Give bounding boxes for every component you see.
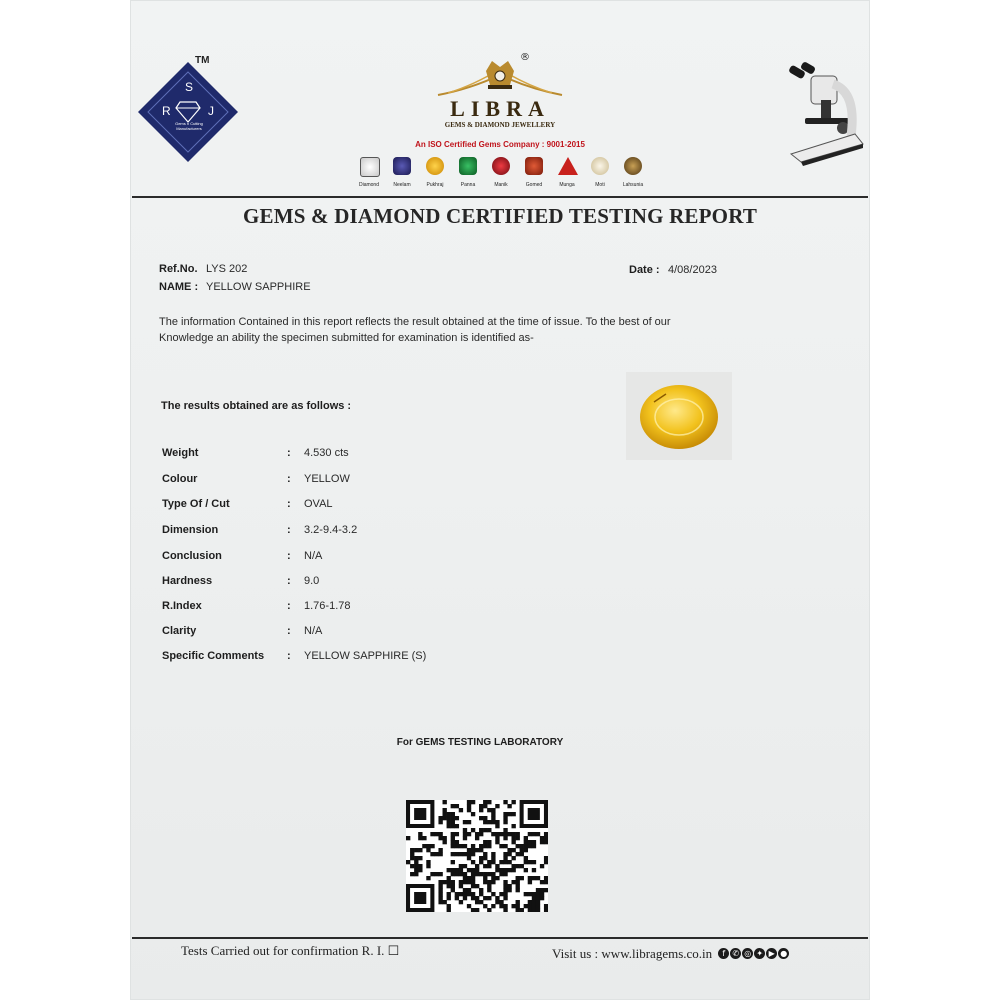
srj-logo (136, 60, 240, 164)
field-label: Conclusion (162, 550, 222, 562)
intro-line-1: The information Contained in this report reflects the result obtained at the time of issue. To the best of our (159, 316, 671, 328)
field-row-clarity (162, 625, 582, 643)
srj-trademark: TM (195, 55, 210, 66)
lahsunia-gem-icon (624, 157, 642, 175)
gem-name-manik: Manik (494, 182, 508, 188)
youtube-icon[interactable]: ▶ (766, 948, 777, 959)
libra-crest-icon (430, 55, 570, 99)
field-label: Dimension (162, 524, 219, 536)
field-label: Specific Comments (162, 650, 265, 662)
date-value: 4/08/2023 (668, 264, 717, 276)
field-separator: : (287, 625, 291, 637)
gomed-gem-icon (525, 157, 543, 175)
field-value: YELLOW (304, 473, 350, 485)
field-row-cut (162, 498, 582, 516)
field-separator: : (287, 473, 291, 485)
field-label: Hardness (162, 575, 213, 587)
field-value: N/A (304, 625, 323, 637)
field-row-colour (162, 473, 582, 491)
gem-name-panna: Panna (460, 182, 476, 188)
srj-letter-j: J (208, 104, 214, 118)
field-row-hardness (162, 575, 582, 593)
field-label: R.Index (162, 600, 202, 612)
field-value: 9.0 (304, 575, 320, 587)
field-separator: : (287, 650, 291, 662)
ref-value: LYS 202 (206, 263, 248, 275)
field-separator: : (287, 600, 291, 612)
srj-letter-r: R (162, 104, 171, 118)
footer-website-wrap (552, 943, 789, 962)
field-label: Clarity (162, 625, 197, 637)
field-value: 4.530 cts (304, 447, 349, 459)
gem-photo (626, 372, 732, 460)
pukhraj-gem-icon (426, 157, 444, 175)
brand-name: LIBRA (450, 96, 550, 121)
ref-label: Ref.No. (159, 263, 198, 275)
gem-name-neelam: Neelam (393, 182, 411, 188)
whatsapp-icon[interactable]: ✆ (730, 948, 741, 959)
field-row-dimension (162, 524, 582, 542)
field-separator: : (287, 498, 291, 510)
munga-gem-icon (558, 157, 578, 175)
field-separator: : (287, 575, 291, 587)
field-value: 1.76-1.78 (304, 600, 351, 612)
gem-name-munga: Munga (559, 182, 575, 188)
gem-name-moti: Moti (595, 182, 605, 188)
report-title: GEMS & DIAMOND CERTIFIED TESTING REPORT (242, 204, 758, 228)
field-row-weight (162, 447, 582, 465)
qr-code[interactable] (406, 800, 548, 912)
footer-confirmation: Tests Carried out for confirmation R. I. ☐ (181, 943, 400, 958)
lab-signature: For GEMS TESTING LABORATORY (396, 737, 564, 748)
gem-name-gomed: Gomed (525, 182, 543, 188)
gem-name-lahsunia: Lahsunia (622, 182, 644, 188)
brand-subtitle: GEMS & DIAMOND JEWELLERY (444, 121, 556, 129)
moti-gem-icon (591, 157, 609, 175)
field-row-comments (162, 650, 582, 668)
srj-caption: Gems n Cutting Manufacturers (175, 121, 203, 131)
results-heading: The results obtained are as follows : (161, 400, 352, 412)
field-value: 3.2-9.4-3.2 (304, 524, 358, 536)
diamond-gem-icon (360, 157, 380, 177)
name-value: YELLOW SAPPHIRE (206, 281, 311, 293)
name-label: NAME : (159, 281, 199, 293)
microscope-icon (785, 62, 865, 166)
field-row-conclusion (162, 550, 582, 568)
instagram-icon[interactable]: ◎ (742, 948, 753, 959)
panna-gem-icon (459, 157, 477, 175)
field-value: YELLOW SAPPHIRE (S) (304, 650, 427, 662)
footer-divider (132, 937, 868, 939)
manik-gem-icon (492, 157, 510, 175)
field-label: Type Of / Cut (162, 498, 230, 510)
intro-line-2: Knowledge an ability the specimen submitted for examination is identified as- (159, 332, 534, 344)
field-label: Colour (162, 473, 198, 485)
iso-line: An ISO Certified Gems Company : 9001-2015 (415, 140, 585, 149)
date-label: Date : (629, 264, 660, 276)
facebook-icon[interactable]: f (718, 948, 729, 959)
field-separator: : (287, 524, 291, 536)
twitter-icon[interactable]: ✦ (754, 948, 765, 959)
field-separator: : (287, 447, 291, 459)
field-value: OVAL (304, 498, 333, 510)
gem-name-diamond: Diamond (358, 182, 379, 188)
pinterest-icon[interactable]: ● (778, 948, 789, 959)
registered-mark: ® (520, 52, 530, 63)
field-value: N/A (304, 550, 323, 562)
header-divider (132, 196, 868, 198)
footer-website[interactable]: Visit us : www.libragems.co.in (552, 946, 713, 961)
gem-strip (355, 155, 653, 193)
field-label: Weight (162, 447, 199, 459)
srj-letter-s: S (185, 80, 194, 94)
field-separator: : (287, 550, 291, 562)
neelam-gem-icon (393, 157, 411, 175)
gem-name-pukhraj: Pukhraj (426, 182, 444, 188)
field-row-rindex (162, 600, 582, 618)
